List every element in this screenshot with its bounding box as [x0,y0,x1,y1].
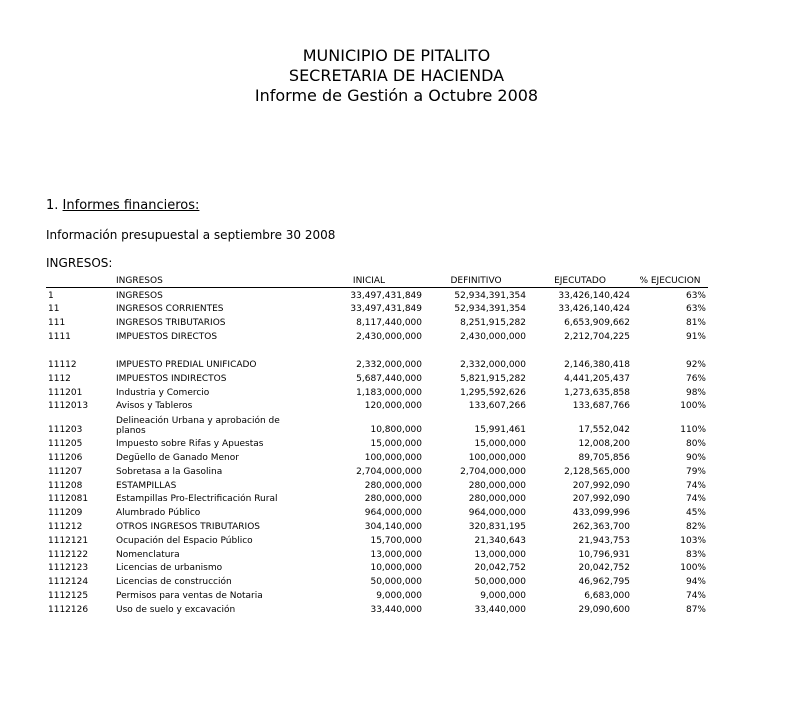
row-ejecucion: 80% [685,439,706,450]
row-ejecucion: 91% [685,331,706,342]
row-ejecutado: 207,992,090 [572,480,630,491]
header-ejecutado: EJECUTADO [528,273,632,287]
table-row [46,561,708,575]
row-inicial: 13,000,000 [370,549,422,560]
row-definitivo: 8,251,915,282 [460,318,526,329]
table-row [46,505,708,519]
row-ejecucion: 110% [680,425,706,436]
row-ejecutado: 12,008,200 [578,439,630,450]
table-row [46,588,708,602]
row-code: 111 [48,318,66,329]
row-definitivo: 2,430,000,000 [460,331,526,342]
row-code: 1112126 [48,604,89,615]
row-ejecucion: 74% [685,590,706,601]
row-ejecucion: 100% [680,563,706,574]
municipality-title: MUNICIPIO DE PITALITO [302,46,491,65]
header-definitivo: DEFINITIVO [424,273,528,287]
row-code: 1112013 [48,401,89,412]
row-ejecutado: 17,552,042 [578,425,630,436]
section-number: 1. [46,198,59,213]
section-title: Informes financieros: [62,198,200,213]
table-row [46,547,708,561]
row-inicial: 33,497,431,849 [350,290,422,301]
row-ejecutado: 6,653,909,662 [564,318,630,329]
row-ejecutado: 433,099,996 [572,508,630,519]
row-definitivo: 20,042,752 [474,563,526,574]
table-row [46,385,708,399]
row-ejecutado: 207,992,090 [572,494,630,505]
row-code: 1112123 [48,563,89,574]
row-concept: IMPUESTOS DIRECTOS [116,331,218,342]
income-table [46,273,708,616]
row-concept: Uso de suelo y excavación [116,604,236,615]
row-definitivo: 2,332,000,000 [460,359,526,370]
row-inicial: 1,183,000,000 [356,387,422,398]
row-concept: Avisos y Tableros [116,401,193,412]
row-ejecutado: 2,128,565,000 [564,466,630,477]
row-ejecutado: 21,943,753 [578,535,630,546]
row-definitivo: 33,440,000 [474,604,526,615]
table-row [46,519,708,533]
row-code: 1111 [48,331,71,342]
row-concept: Sobretasa a la Gasolina [116,466,223,477]
section-heading [46,198,199,213]
row-concept: OTROS INGRESOS TRIBUTARIOS [116,521,260,532]
row-code: 1112122 [48,549,89,560]
row-code: 111208 [48,480,83,491]
row-code: 1112 [48,373,71,384]
row-concept: Estampillas Pro-Electrificación Rural [116,494,278,505]
table-header-row [46,273,708,287]
row-inicial: 15,700,000 [370,535,422,546]
row-inicial: 33,497,431,849 [350,304,422,315]
table-row [46,329,708,343]
row-code: 1112124 [48,577,89,588]
row-definitivo: 5,821,915,282 [460,373,526,384]
table-row [46,478,708,492]
table-row [46,343,708,371]
row-concept: Industria y Comercio [116,387,210,398]
row-concept: IMPUESTOS INDIRECTOS [116,373,227,384]
row-ejecucion: 63% [685,304,706,315]
row-ejecutado: 4,441,205,437 [564,373,630,384]
row-code: 111206 [48,452,83,463]
table-row [46,287,708,301]
row-ejecucion: 63% [685,290,706,301]
row-ejecutado: 133,687,766 [572,401,630,412]
ingresos-label: INGRESOS: [46,256,113,270]
report-title: Informe de Gestión a Octubre 2008 [254,86,539,105]
table-row [46,399,708,413]
row-definitivo: 15,991,461 [474,425,526,436]
row-definitivo: 320,831,195 [468,521,526,532]
row-definitivo: 280,000,000 [468,494,526,505]
department-title: SECRETARIA DE HACIENDA [288,66,505,85]
table-row [46,450,708,464]
row-ejecutado: 10,796,931 [578,549,630,560]
table-row [46,574,708,588]
row-inicial: 5,687,440,000 [356,373,422,384]
row-code: 11112 [48,359,77,370]
row-ejecutado: 1,273,635,858 [564,387,630,398]
row-inicial: 10,800,000 [370,425,422,436]
row-ejecutado: 89,705,856 [578,452,630,463]
row-inicial: 9,000,000 [376,590,422,601]
row-ejecucion: 82% [685,521,706,532]
table-row [46,492,708,506]
row-ejecucion: 98% [685,387,706,398]
row-concept: INGRESOS CORRIENTES [116,304,224,315]
row-inicial: 280,000,000 [364,494,422,505]
row-ejecutado: 262,363,700 [572,521,630,532]
row-definitivo: 52,934,391,354 [454,304,526,315]
report-header [0,46,793,106]
budget-info-text: Información presupuestal a septiembre 30 2008 [46,228,336,242]
row-inicial: 50,000,000 [370,577,422,588]
row-ejecutado: 46,962,795 [578,577,630,588]
row-ejecucion: 79% [685,466,706,477]
row-inicial: 33,440,000 [370,604,422,615]
row-inicial: 2,704,000,000 [356,466,422,477]
row-concept: INGRESOS [116,290,163,301]
row-concept: Licencias de construcción [116,577,232,588]
row-ejecutado: 20,042,752 [578,563,630,574]
row-ejecucion: 100% [680,401,706,412]
row-code: 111207 [48,466,83,477]
row-definitivo: 133,607,266 [468,401,526,412]
row-inicial: 280,000,000 [364,480,422,491]
row-code: 111205 [48,439,83,450]
row-ejecucion: 92% [685,359,706,370]
row-definitivo: 13,000,000 [474,549,526,560]
row-code: 11 [48,304,60,315]
row-inicial: 100,000,000 [364,452,422,463]
row-ejecucion: 87% [685,604,706,615]
header-inicial: INICIAL [314,273,424,287]
row-definitivo: 21,340,643 [474,535,526,546]
row-code: 111209 [48,508,83,519]
row-code: 1112121 [48,535,89,546]
row-definitivo: 2,704,000,000 [460,466,526,477]
header-ejecucion: % EJECUCION [632,273,708,287]
row-ejecucion: 81% [685,318,706,329]
row-code: 111203 [48,425,83,436]
table-row [46,464,708,478]
header-ingresos: INGRESOS [114,273,314,287]
row-concept: Licencias de urbanismo [116,563,223,574]
table-row [46,602,708,616]
row-ejecutado: 33,426,140,424 [558,290,630,301]
row-definitivo: 9,000,000 [480,590,526,601]
row-concept: Permisos para ventas de Notaria [116,590,263,601]
row-ejecucion: 103% [680,535,706,546]
row-concept: Nomenclatura [116,549,180,560]
row-inicial: 15,000,000 [370,439,422,450]
row-concept: ESTAMPILLAS [116,480,177,491]
row-ejecucion: 74% [685,494,706,505]
row-ejecucion: 76% [685,373,706,384]
row-definitivo: 1,295,592,626 [460,387,526,398]
row-code: 1 [48,290,54,301]
row-concept: Impuesto sobre Rifas y Apuestas [116,439,264,450]
row-concept: Ocupación del Espacio Público [116,535,253,546]
row-ejecutado: 2,146,380,418 [564,359,630,370]
row-definitivo: 280,000,000 [468,480,526,491]
row-ejecucion: 83% [685,549,706,560]
row-concept: Alumbrado Público [116,508,201,519]
row-inicial: 10,000,000 [370,563,422,574]
table-row [46,412,708,436]
row-definitivo: 50,000,000 [474,577,526,588]
row-concept: Degüello de Ganado Menor [116,452,239,463]
row-ejecutado: 2,212,704,225 [564,331,630,342]
row-inicial: 120,000,000 [364,401,422,412]
row-definitivo: 15,000,000 [474,439,526,450]
row-code: 111201 [48,387,83,398]
row-inicial: 8,117,440,000 [356,318,422,329]
row-concept: IMPUESTO PREDIAL UNIFICADO [116,359,257,370]
row-inicial: 304,140,000 [364,521,422,532]
row-concept: INGRESOS TRIBUTARIOS [116,318,226,329]
table-row [46,533,708,547]
table-row [46,371,708,385]
row-definitivo: 964,000,000 [468,508,526,519]
row-ejecucion: 74% [685,480,706,491]
row-ejecutado: 29,090,600 [578,604,630,615]
header-code [46,273,114,287]
row-inicial: 964,000,000 [364,508,422,519]
row-definitivo: 52,934,391,354 [454,290,526,301]
row-ejecutado: 33,426,140,424 [558,304,630,315]
row-code: 1112125 [48,590,89,601]
row-concept: Delineación Urbana y aprobación de planos [116,416,280,437]
row-inicial: 2,332,000,000 [356,359,422,370]
row-ejecucion: 90% [685,452,706,463]
row-inicial: 2,430,000,000 [356,331,422,342]
row-ejecucion: 45% [685,508,706,519]
table-row [46,315,708,329]
row-code: 1112081 [48,494,89,505]
table-row [46,302,708,316]
row-definitivo: 100,000,000 [468,452,526,463]
row-ejecutado: 6,683,000 [584,590,630,601]
row-code: 111212 [48,521,83,532]
table-row [46,436,708,450]
row-ejecucion: 94% [685,577,706,588]
